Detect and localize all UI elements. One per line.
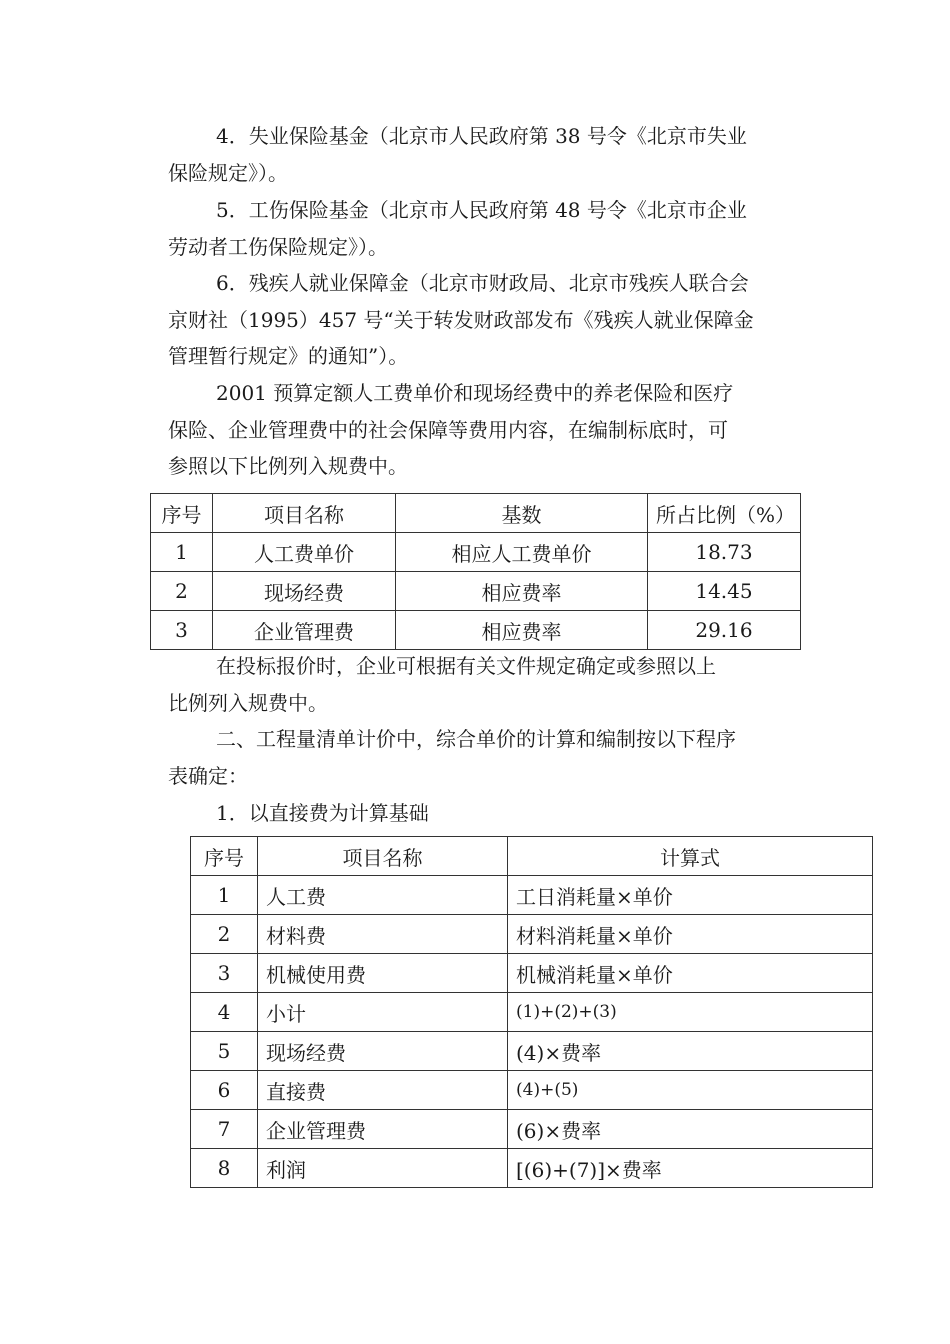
unit-price-table	[190, 836, 873, 1188]
table-cell: 14.45	[648, 572, 801, 611]
table-cell: 材料消耗量×单价	[508, 915, 873, 954]
table-row	[191, 1032, 873, 1071]
table-cell: 现场经费	[213, 572, 396, 611]
paragraph-bidding-note	[168, 648, 788, 721]
header-cell: 序号	[191, 837, 258, 876]
text-line: 二、工程量清单计价中，综合单价的计算和编制按以下程序	[216, 727, 736, 751]
table-row	[191, 1071, 873, 1110]
table-cell: 3	[151, 611, 213, 650]
text-line: 保险规定》）。	[168, 160, 288, 185]
text-line: 6．残疾人就业保障金（北京市财政局、北京市残疾人联合会	[216, 271, 749, 295]
table-row	[191, 954, 873, 993]
table-cell: 直接费	[258, 1071, 508, 1110]
table-row	[191, 915, 873, 954]
table-cell: 7	[191, 1110, 258, 1149]
text-line: 1．以直接费为计算基础	[216, 801, 429, 825]
table-row	[191, 876, 873, 915]
table-row	[191, 1149, 873, 1188]
table-row	[151, 572, 801, 611]
table-cell: 工日消耗量×单价	[508, 876, 873, 915]
table-cell: 机械使用费	[258, 954, 508, 993]
table-cell: 材料费	[258, 915, 508, 954]
table-cell: 机械消耗量×单价	[508, 954, 873, 993]
table-cell: 企业管理费	[258, 1110, 508, 1149]
table-cell: 相应费率	[396, 572, 648, 611]
table-cell: [(6)+(7)]×费率	[508, 1149, 873, 1188]
paragraph-unemployment-insurance	[168, 118, 788, 191]
text-line: 表确定：	[168, 763, 248, 788]
paragraph-disabled-employment-fund	[168, 265, 788, 375]
text-line: 京财社（1995）457 号“关于转发财政部发布《残疾人就业保障金	[168, 307, 754, 332]
table-cell: 1	[151, 533, 213, 572]
ratio-table	[150, 493, 801, 650]
table-cell: 人工费单价	[213, 533, 396, 572]
header-cell: 项目名称	[213, 494, 396, 533]
table-cell: 现场经费	[258, 1032, 508, 1071]
table-row	[191, 1110, 873, 1149]
paragraph-direct-cost-basis	[168, 795, 788, 832]
table-header-row	[151, 494, 801, 533]
header-cell: 所占比例（%）	[648, 494, 801, 533]
text-line: 在投标报价时，企业可根据有关文件规定确定或参照以上	[216, 654, 716, 678]
table-cell: 18.73	[648, 533, 801, 572]
text-line: 4．失业保险基金（北京市人民政府第 38 号令《北京市失业	[216, 124, 747, 148]
table-cell: 1	[191, 876, 258, 915]
text-line: 管理暂行规定》的通知”）。	[168, 344, 409, 368]
paragraph-section-two	[168, 721, 788, 794]
table-cell: 8	[191, 1149, 258, 1188]
table-cell: 2	[151, 572, 213, 611]
table-cell: 2	[191, 915, 258, 954]
table-cell: 29.16	[648, 611, 801, 650]
text-line: 劳动者工伤保险规定》）。	[168, 234, 388, 259]
text-line: 2001 预算定额人工费单价和现场经费中的养老保险和医疗	[216, 381, 734, 405]
text-line: 参照以下比例列入规费中。	[168, 454, 408, 478]
table-cell: 5	[191, 1032, 258, 1071]
paragraph-budget-quota-2001	[168, 375, 788, 485]
header-cell: 项目名称	[258, 837, 508, 876]
table-header-row	[191, 837, 873, 876]
table-cell: 相应费率	[396, 611, 648, 650]
table-row	[191, 993, 873, 1032]
paragraph-work-injury-insurance	[168, 192, 788, 265]
text-line: 5．工伤保险基金（北京市人民政府第 48 号令《北京市企业	[216, 198, 747, 222]
header-cell: 序号	[151, 494, 213, 533]
table-cell: (4)+(5)	[508, 1071, 873, 1110]
table-cell: (4)×费率	[508, 1032, 873, 1071]
header-cell: 基数	[396, 494, 648, 533]
table-cell: 企业管理费	[213, 611, 396, 650]
table-cell: 人工费	[258, 876, 508, 915]
text-line: 保险、企业管理费中的社会保障等费用内容，在编制标底时，可	[168, 417, 728, 442]
header-cell: 计算式	[508, 837, 873, 876]
table-cell: 3	[191, 954, 258, 993]
table-row	[151, 533, 801, 572]
table-row	[151, 611, 801, 650]
table-cell: 利润	[258, 1149, 508, 1188]
table-cell: (1)+(2)+(3)	[508, 993, 873, 1032]
text-line: 比例列入规费中。	[168, 690, 328, 715]
table-cell: 4	[191, 993, 258, 1032]
table-cell: 小计	[258, 993, 508, 1032]
table-cell: 相应人工费单价	[396, 533, 648, 572]
table-cell: 6	[191, 1071, 258, 1110]
table-cell: (6)×费率	[508, 1110, 873, 1149]
